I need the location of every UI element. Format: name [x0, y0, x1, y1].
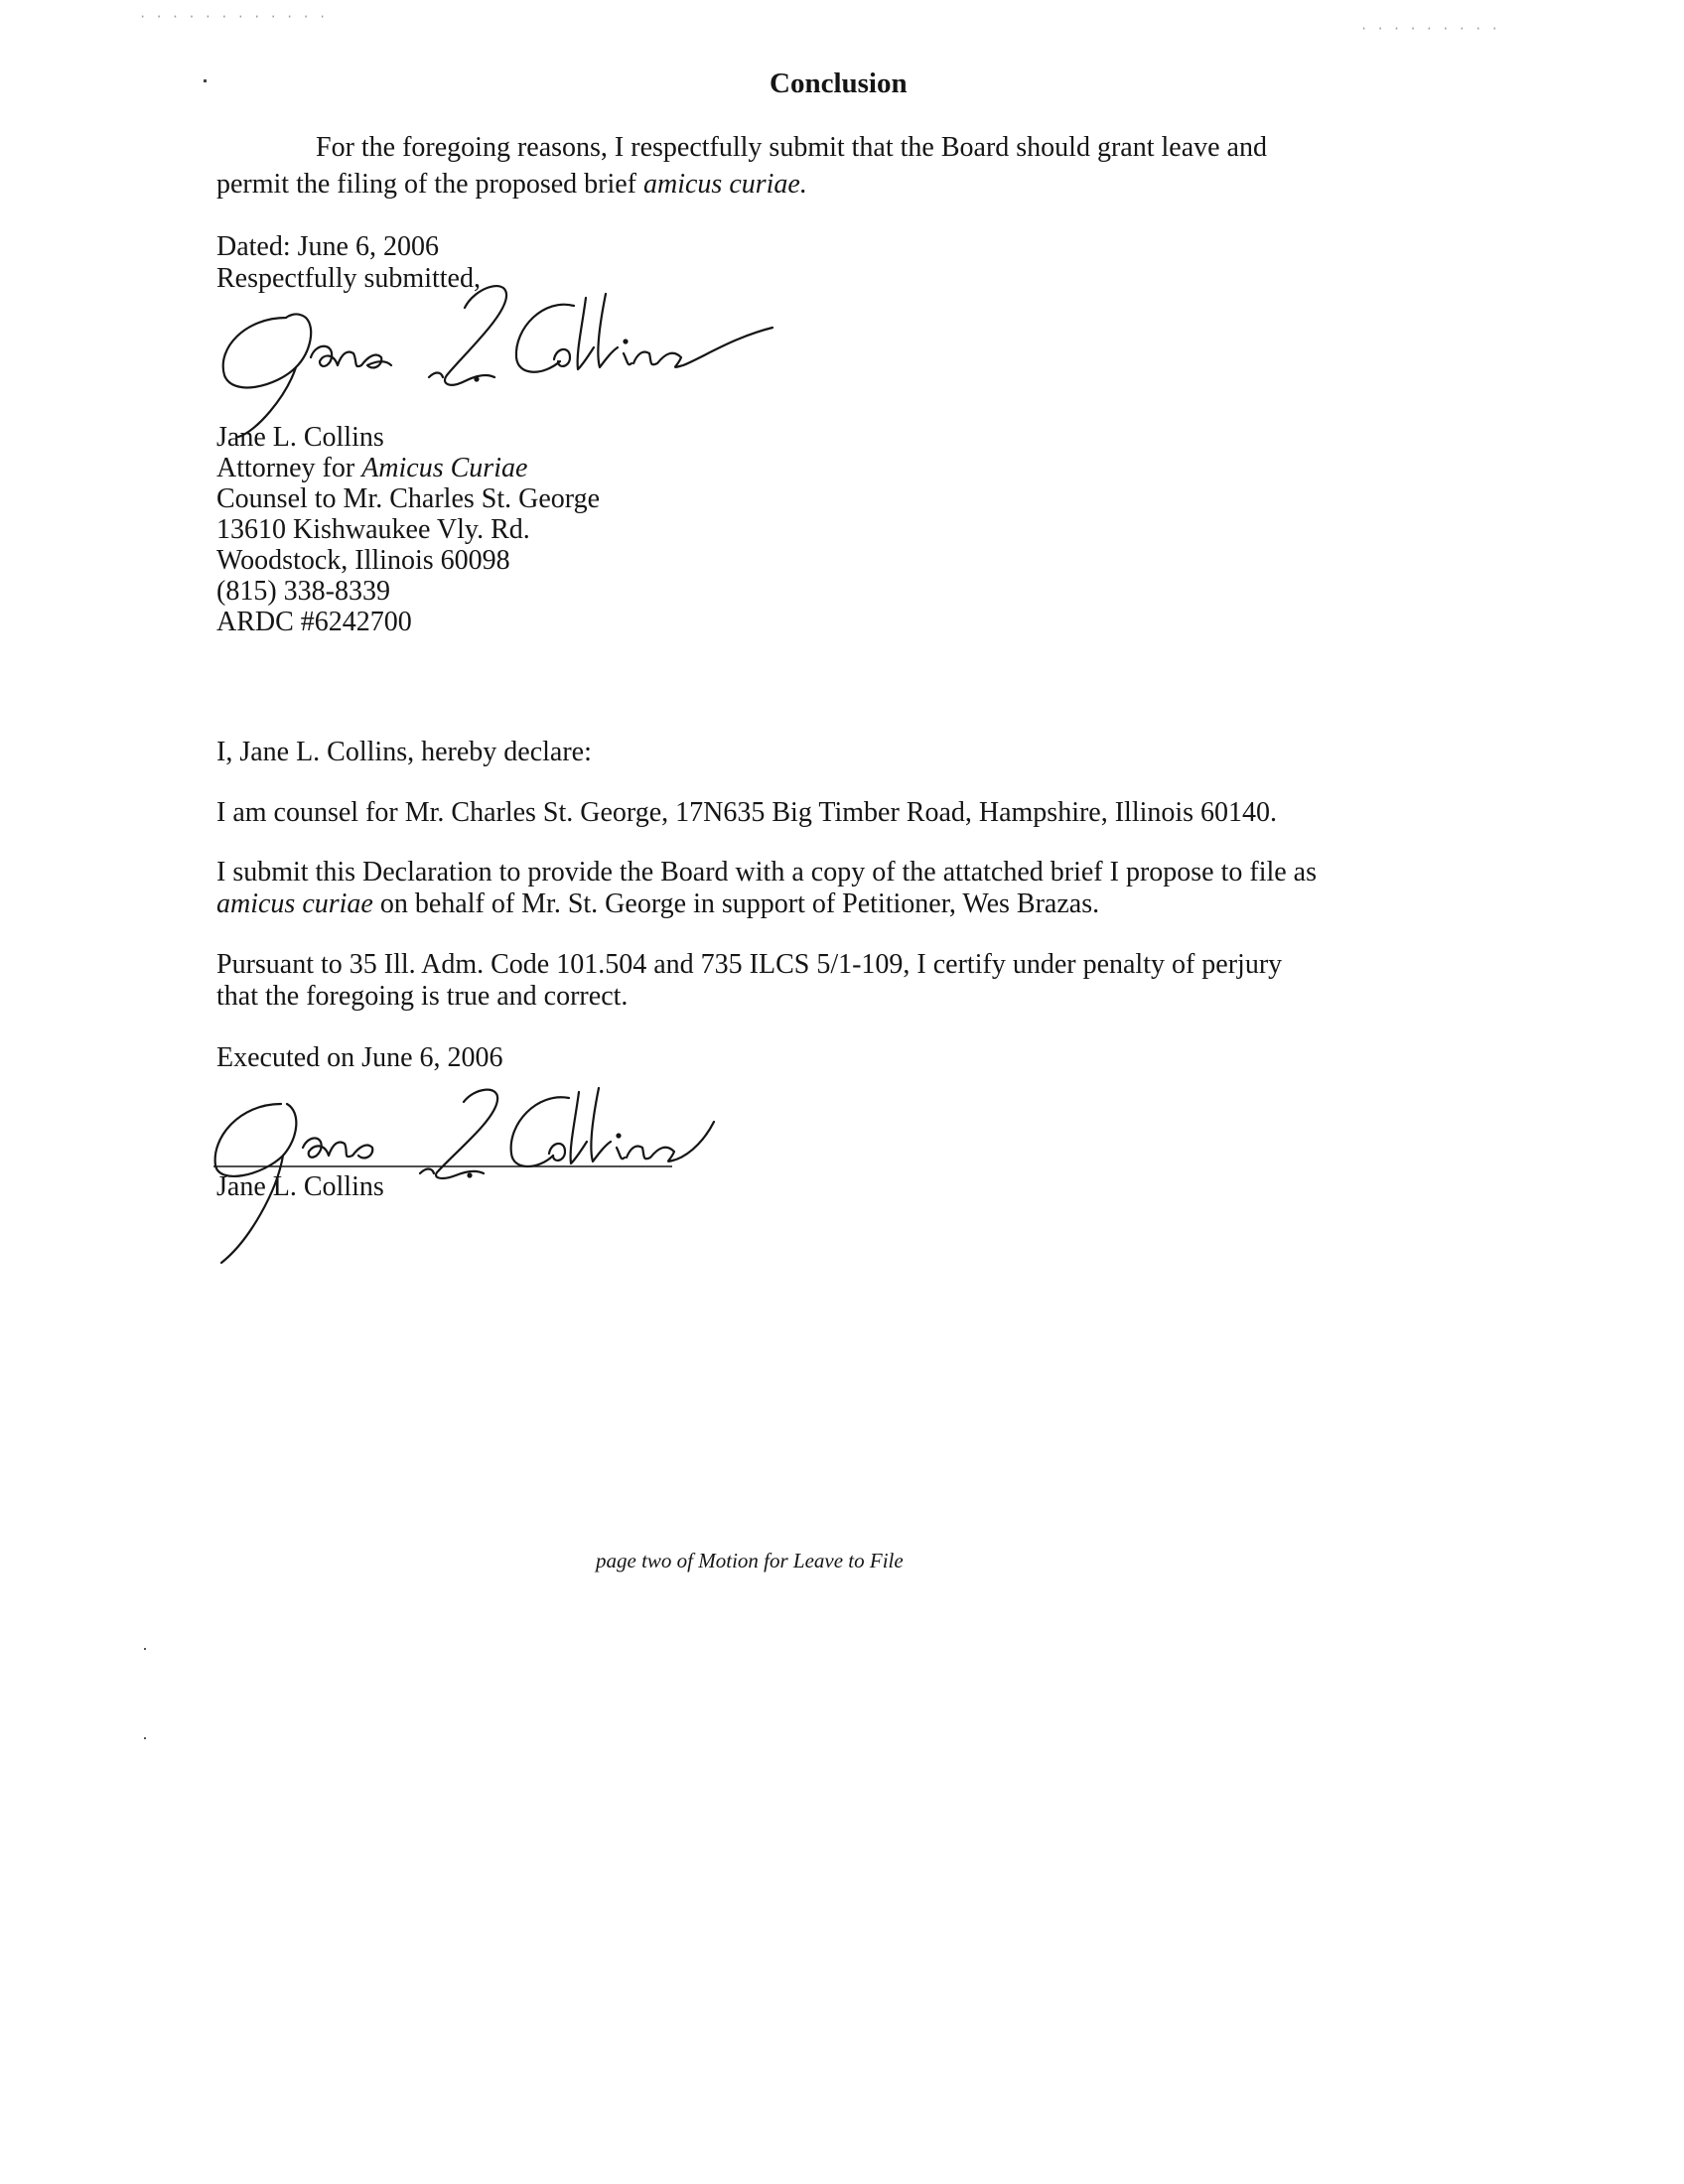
conclusion-italic-term: amicus curiae.: [643, 169, 807, 200]
signer-name: Jane L. Collins: [216, 422, 384, 453]
declaration-para-1: I am counsel for Mr. Charles St. George, 17N635 Big Timber Road, Hampshire, Illinois 60140.: [216, 797, 1278, 828]
declaration-italic-term: amicus curiae: [216, 888, 373, 919]
fax-header-left: · · · · · · · · · · · ·: [139, 10, 328, 24]
page-title: Conclusion: [770, 68, 908, 99]
scan-speck-2: [144, 1737, 146, 1739]
address-line-1: 13610 Kishwaukee Vly. Rd.: [216, 514, 530, 545]
declaration-para-2-line-1: I submit this Declaration to provide the Board with a copy of the attatched brief I propose to file as: [216, 857, 1318, 887]
conclusion-line-2-text: permit the filing of the proposed brief: [216, 169, 643, 200]
declaration-para-3-line-1: Pursuant to 35 Ill. Adm. Code 101.504 and 735 ILCS 5/1-109, I certify under penalty of perjury: [216, 949, 1283, 980]
declaration-intro: I, Jane L. Collins, hereby declare:: [216, 737, 592, 767]
declaration-signer-name: Jane L. Collins: [216, 1171, 384, 1202]
page-footer: page two of Motion for Leave to File: [596, 1549, 904, 1572]
executed-line: Executed on June 6, 2006: [216, 1042, 503, 1073]
ardc-line: ARDC #6242700: [216, 607, 412, 637]
respectfully-line: Respectfully submitted,: [216, 263, 481, 294]
scan-speck-3: [204, 79, 207, 82]
attorney-italic: Amicus Curiae: [361, 453, 528, 483]
conclusion-line-2: [216, 169, 807, 201]
declaration-para-2-rest: on behalf of Mr. St. George in support of Petitioner, Wes Brazas.: [372, 888, 1100, 919]
conclusion-line-1: For the foregoing reasons, I respectfully submit that the Board should grant leave and: [316, 132, 1267, 163]
declaration-para-2-line-2: [216, 888, 1099, 920]
counsel-line: Counsel to Mr. Charles St. George: [216, 483, 601, 514]
scan-speck-1: [144, 1648, 146, 1650]
declaration-para-3-line-2: that the foregoing is true and correct.: [216, 981, 629, 1012]
handwritten-signature-1: [216, 258, 782, 447]
phone-line: (815) 338-8339: [216, 576, 390, 607]
attorney-line: [216, 453, 527, 484]
dated-line: Dated: June 6, 2006: [216, 231, 439, 262]
attorney-prefix: Attorney for: [216, 453, 362, 483]
fax-header-right: · · · · · · · · ·: [1360, 22, 1499, 36]
address-line-2: Woodstock, Illinois 60098: [216, 545, 510, 576]
